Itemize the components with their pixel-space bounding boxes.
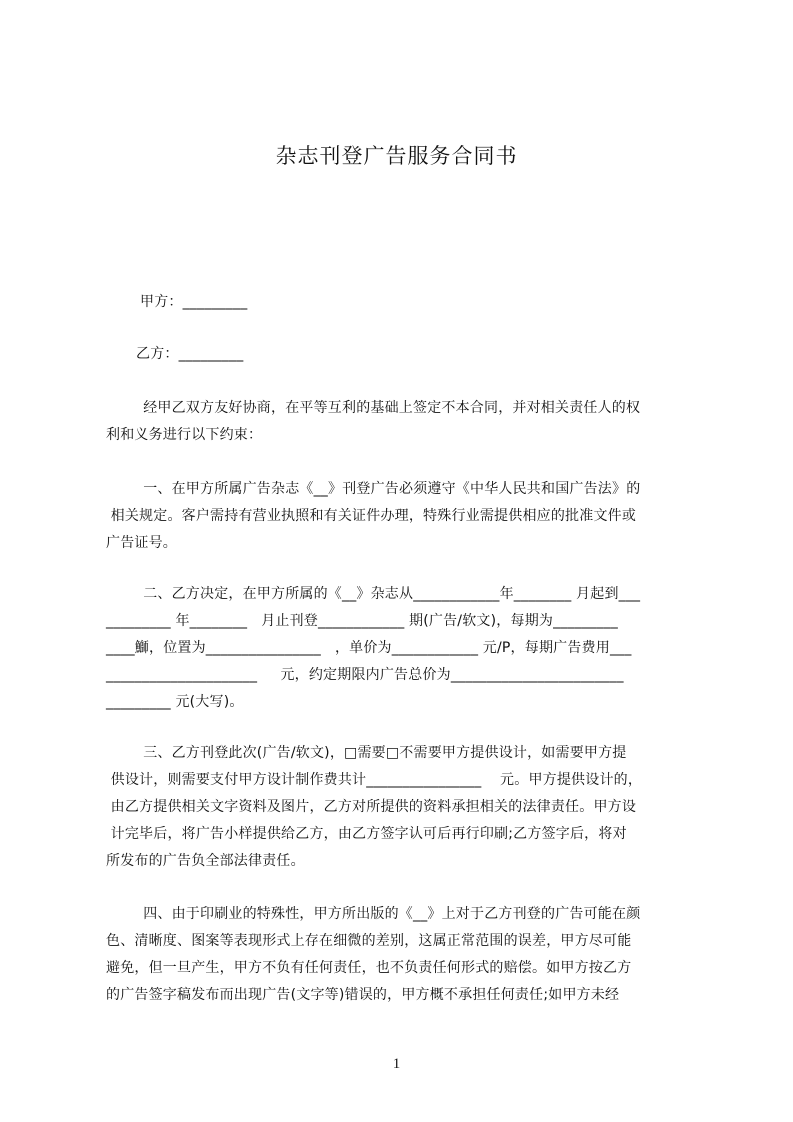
clause-2-line: ____鰤，位置为________________ ，单价为____________ 元/P，每期广告费用___ <box>106 640 632 656</box>
page-number: 1 <box>392 1056 401 1072</box>
intro-line: 利和义务进行以下约束： <box>106 427 263 443</box>
clause-4-line: 四、由于印刷业的特殊性，甲方所出版的《__》上对于乙方刊登的广告可能在颜 <box>106 906 641 922</box>
clause-4-line: 色、清晰度、图案等表现形式上存在细微的差别，这属正常范围的误差，甲方尽可能 <box>106 933 632 949</box>
clause-3-line: 供设计，则需要支付甲方设计制作费共计________________ 元。甲方提供设计的， <box>106 772 643 788</box>
clause-3-line: 所发布的广告负全部法律责任。 <box>106 853 305 869</box>
clause-3-line: 三、乙方刊登此次(广告/软文)，□需要□不需要甲方提供设计，如需要甲方提 <box>106 745 627 761</box>
clause-3-line: 计完毕后，将广告小样提供给乙方，由乙方签字认可后再行印刷;乙方签字后，将对 <box>106 826 627 842</box>
party-b-line: 乙方：_________ <box>136 346 244 362</box>
clause-2-line: 二、乙方决定，在甲方所属的《__》杂志从____________年________ 月起到___ <box>106 586 641 602</box>
party-a-line: 甲方：_________ <box>140 294 248 310</box>
clause-1-line: 一、在甲方所属广告杂志《__》刊登广告必须遵守《中华人民共和国广告法》的 <box>106 481 641 497</box>
clause-4-line: 避免，但一旦产生，甲方不负有任何责任，也不负责任何形式的赔偿。如甲方按乙方 <box>106 960 632 976</box>
clause-2-line: _____________________ 元，约定期限内广告总价为________________________ <box>106 667 624 683</box>
intro-line: 经甲乙双方友好协商，在平等互利的基础上签定不本合同，并对相关责任人的权 <box>106 400 641 416</box>
clause-2-line: _________ 元(大写)。 <box>106 694 244 710</box>
clause-1-line: 相关规定。客户需持有营业执照和有关证件办理，特殊行业需提供相应的批准文件或 <box>106 508 637 524</box>
clause-4-line: 的广告签字稿发布而出现广告(文字等)错误的，甲方概不承担任何责任;如甲方未经 <box>106 987 620 1003</box>
document-title: 杂志刊登广告服务合同书 <box>275 144 518 168</box>
clause-2-line: _________ 年________ 月止刊登____________ 期(广告/软文)，每期为_________ <box>106 613 618 629</box>
clause-3-line: 由乙方提供相关文字资料及图片，乙方对所提供的资料承担相关的法律责任。甲方设 <box>106 799 637 815</box>
clause-1-line: 广告证号。 <box>106 535 177 551</box>
